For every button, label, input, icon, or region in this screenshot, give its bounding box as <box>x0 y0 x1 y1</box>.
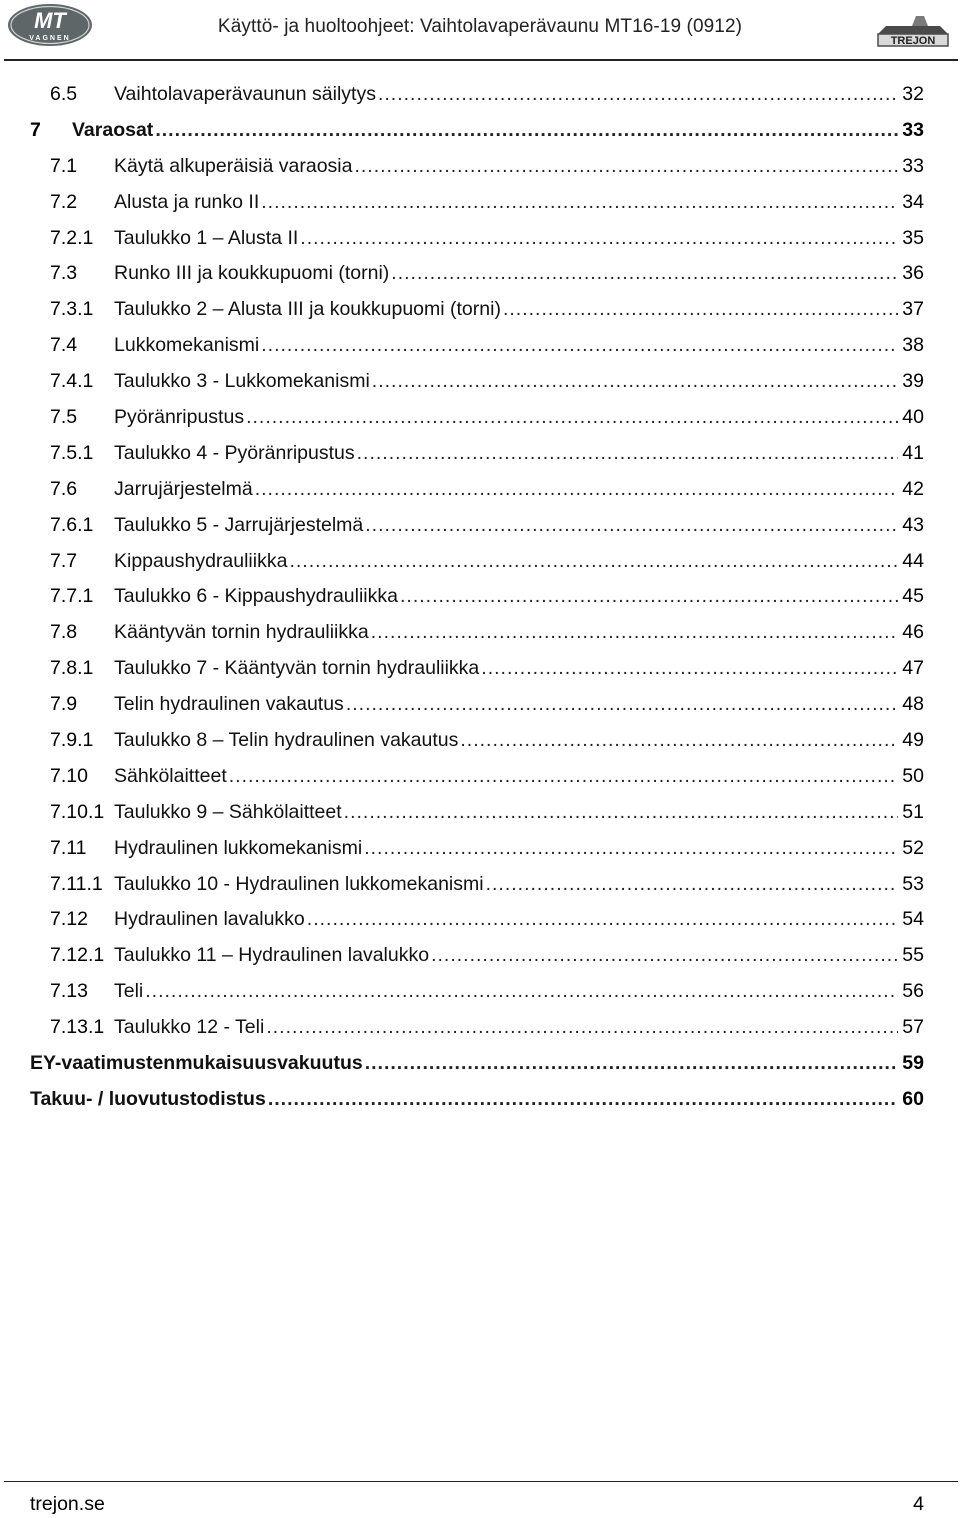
toc-entry[interactable] <box>0 255 960 291</box>
toc-entry[interactable] <box>0 614 960 650</box>
toc-entry-title: Lukkomekanismi <box>114 334 260 357</box>
toc-entry[interactable] <box>0 435 960 471</box>
toc-entry-page: 34 <box>902 190 924 213</box>
toc-entry-page: 57 <box>902 1016 924 1039</box>
toc-entry-page: 59 <box>902 1051 924 1074</box>
toc-entry-title: Taulukko 3 - Lukkomekanismi <box>114 370 370 393</box>
document-title: Käyttö- ja huoltoohjeet: Vaihtolavaperävaunu MT16-19 (0912) <box>217 16 743 37</box>
toc-entry-page: 39 <box>902 370 924 393</box>
toc-dot-leader <box>357 441 898 465</box>
toc-dot-leader <box>378 82 898 106</box>
toc-entry-number: 7.13.1 <box>50 1016 105 1039</box>
toc-entry-number: 7.3.1 <box>50 298 94 321</box>
toc-dot-leader <box>503 297 898 321</box>
toc-dot-leader <box>372 369 898 393</box>
toc-entry-number: 7 <box>30 118 41 141</box>
toc-dot-leader <box>481 656 898 680</box>
toc-entry-page: 53 <box>902 872 924 895</box>
toc-dot-leader <box>246 405 898 429</box>
toc-entry[interactable] <box>0 291 960 327</box>
toc-dot-leader <box>229 764 898 788</box>
toc-entry-title: Taulukko 11 – Hydraulinen lavalukko <box>114 944 430 967</box>
toc-entry-title: Taulukko 2 – Alusta III ja koukkupuomi (torni) <box>114 298 501 321</box>
toc-entry-number: 7.11 <box>50 836 87 859</box>
toc-entry-page: 49 <box>902 728 924 751</box>
toc-entry-number: 7.5.1 <box>50 441 94 464</box>
toc-dot-leader <box>255 477 898 501</box>
toc-entry-page: 38 <box>902 334 924 357</box>
toc-entry-number: 7.9 <box>50 693 78 716</box>
toc-dot-leader <box>266 1015 898 1039</box>
toc-dot-leader <box>365 513 898 537</box>
toc-entry-number: 7.10 <box>50 764 88 787</box>
toc-entry-title: Sähkölaitteet <box>114 764 227 787</box>
toc-dot-leader <box>145 979 898 1003</box>
toc-dot-leader <box>307 907 898 931</box>
toc-dot-leader <box>364 836 898 860</box>
toc-entry[interactable] <box>0 937 960 973</box>
toc-entry-title: Hydraulinen lukkomekanismi <box>114 836 363 859</box>
toc-entry[interactable] <box>0 184 960 220</box>
toc-dot-leader <box>268 1087 898 1111</box>
toc-entry-page: 51 <box>902 800 924 823</box>
toc-dot-leader <box>300 226 898 250</box>
toc-entry-title: Vaihtolavaperävaunun säilytys <box>114 82 376 105</box>
toc-entry[interactable] <box>0 363 960 399</box>
toc-entry-number: 7.7.1 <box>50 585 94 608</box>
toc-entry-number: 7.6 <box>50 477 78 500</box>
toc-entry-page: 32 <box>902 82 924 105</box>
logo-mt-text: MT <box>34 8 66 33</box>
toc-entry-number: 7.4 <box>50 334 78 357</box>
toc-entry-title: Jarrujärjestelmä <box>114 477 253 500</box>
toc-entry[interactable] <box>0 471 960 507</box>
toc-entry[interactable] <box>0 794 960 830</box>
toc-entry[interactable] <box>0 758 960 794</box>
toc-entry-title: Taulukko 4 - Pyöränripustus <box>114 441 355 464</box>
toc-entry[interactable] <box>0 543 960 579</box>
toc-entry-title: Pyöränripustus <box>114 405 245 428</box>
toc-entry[interactable] <box>0 1045 960 1081</box>
toc-entry-title: Runko III ja koukkupuomi (torni) <box>114 262 390 285</box>
toc-entry-number: 7.2 <box>50 190 78 213</box>
toc-entry-title: Taulukko 7 - Kääntyvän tornin hydrauliikka <box>114 657 480 680</box>
toc-entry[interactable] <box>0 112 960 148</box>
toc-entry-page: 36 <box>902 262 924 285</box>
page-header <box>0 0 960 60</box>
table-of-contents <box>0 76 960 1117</box>
toc-dot-leader <box>391 261 898 285</box>
footer-site: trejon.se <box>30 1493 105 1515</box>
toc-entry-page: 43 <box>902 513 924 536</box>
logo-vagnen-text: VAGNEN <box>29 35 71 42</box>
toc-entry-title: Hydraulinen lavalukko <box>114 908 305 931</box>
toc-entry[interactable] <box>0 830 960 866</box>
toc-dot-leader <box>346 692 898 716</box>
toc-entry-number: 7.12.1 <box>50 944 105 967</box>
toc-entry-page: 46 <box>902 621 924 644</box>
toc-entry-title: Taulukko 6 - Kippaushydrauliikka <box>114 585 398 608</box>
toc-dot-leader <box>365 1051 898 1075</box>
trejon-logo-icon <box>876 12 950 50</box>
toc-dot-leader <box>289 549 898 573</box>
toc-entry-number: 7.1 <box>50 154 78 177</box>
toc-entry[interactable] <box>0 507 960 543</box>
toc-entry-page: 35 <box>902 226 924 249</box>
toc-dot-leader <box>486 872 898 896</box>
toc-entry[interactable] <box>0 148 960 184</box>
toc-entry[interactable] <box>0 76 960 112</box>
toc-entry-page: 60 <box>902 1087 924 1110</box>
toc-entry-title: Telin hydraulinen vakautus <box>114 693 344 716</box>
toc-entry-number: 7.12 <box>50 908 88 931</box>
toc-entry-number: 7.8.1 <box>50 657 94 680</box>
footer-divider <box>4 1481 958 1482</box>
toc-entry-page: 52 <box>902 836 924 859</box>
toc-entry-number: 7.11.1 <box>50 872 103 895</box>
toc-dot-leader <box>261 333 898 357</box>
toc-entry-number: 7.10.1 <box>50 800 105 823</box>
toc-entry-title: Teli <box>114 980 144 1003</box>
toc-entry-title: Kippaushydrauliikka <box>114 549 288 572</box>
toc-entry-title: Alusta ja runko II <box>114 190 260 213</box>
toc-entry-page: 40 <box>902 405 924 428</box>
toc-entry-page: 55 <box>902 944 924 967</box>
toc-dot-leader <box>460 728 898 752</box>
toc-dot-leader <box>354 154 898 178</box>
toc-entry-title: Taulukko 8 – Telin hydraulinen vakautus <box>114 728 459 751</box>
footer-page-number: 4 <box>913 1493 924 1515</box>
header-divider <box>4 59 958 61</box>
toc-entry-number: 7.8 <box>50 621 78 644</box>
toc-entry-number: 6.5 <box>50 82 78 105</box>
toc-dot-leader <box>371 620 898 644</box>
toc-entry-page: 47 <box>902 657 924 680</box>
toc-entry-title: Varaosat <box>72 118 154 141</box>
toc-entry-title: Kääntyvän tornin hydrauliikka <box>114 621 369 644</box>
toc-entry[interactable] <box>0 327 960 363</box>
toc-entry-number: 7.6.1 <box>50 513 94 536</box>
toc-entry-page: 56 <box>902 980 924 1003</box>
toc-entry-page: 33 <box>902 118 924 141</box>
toc-entry-title: Takuu- / luovutustodistus <box>30 1087 266 1110</box>
toc-entry[interactable] <box>0 399 960 435</box>
toc-entry-number: 7.9.1 <box>50 728 94 751</box>
toc-dot-leader <box>400 584 898 608</box>
logo-trejon-text: TREJON <box>890 35 936 47</box>
toc-entry[interactable] <box>0 1009 960 1045</box>
toc-entry-page: 50 <box>902 764 924 787</box>
toc-entry-number: 7.13 <box>50 980 88 1003</box>
toc-entry-page: 48 <box>902 693 924 716</box>
toc-entry-number: 7.5 <box>50 405 78 428</box>
toc-entry-number: 7.7 <box>50 549 78 572</box>
toc-entry-page: 45 <box>902 585 924 608</box>
toc-entry-page: 44 <box>902 549 924 572</box>
toc-entry-title: EY-vaatimustenmukaisuusvakuutus <box>30 1051 363 1074</box>
toc-entry-title: Taulukko 5 - Jarrujärjestelmä <box>114 513 364 536</box>
toc-entry-page: 41 <box>902 441 924 464</box>
toc-entry[interactable] <box>0 220 960 256</box>
toc-entry-page: 37 <box>902 298 924 321</box>
toc-entry-title: Taulukko 9 – Sähkölaitteet <box>114 800 342 823</box>
toc-entry-page: 54 <box>902 908 924 931</box>
toc-entry[interactable] <box>0 578 960 614</box>
toc-entry-title: Taulukko 10 - Hydraulinen lukkomekanismi <box>114 872 484 895</box>
toc-entry[interactable] <box>0 901 960 937</box>
toc-entry[interactable] <box>0 1081 960 1117</box>
toc-entry[interactable] <box>0 650 960 686</box>
toc-entry[interactable] <box>0 973 960 1009</box>
toc-entry-number: 7.2.1 <box>50 226 94 249</box>
toc-entry-title: Taulukko 12 - Teli <box>114 1016 265 1039</box>
toc-entry-page: 33 <box>902 154 924 177</box>
toc-entry-page: 42 <box>902 477 924 500</box>
toc-dot-leader <box>155 118 898 142</box>
toc-entry[interactable] <box>0 722 960 758</box>
toc-entry-title: Taulukko 1 – Alusta II <box>114 226 299 249</box>
toc-entry-number: 7.3 <box>50 262 78 285</box>
toc-entry-number: 7.4.1 <box>50 370 94 393</box>
toc-entry[interactable] <box>0 866 960 902</box>
toc-dot-leader <box>261 190 898 214</box>
toc-entry-title: Käytä alkuperäisiä varaosia <box>114 154 353 177</box>
toc-dot-leader <box>344 800 898 824</box>
toc-entry[interactable] <box>0 686 960 722</box>
toc-dot-leader <box>431 943 898 967</box>
